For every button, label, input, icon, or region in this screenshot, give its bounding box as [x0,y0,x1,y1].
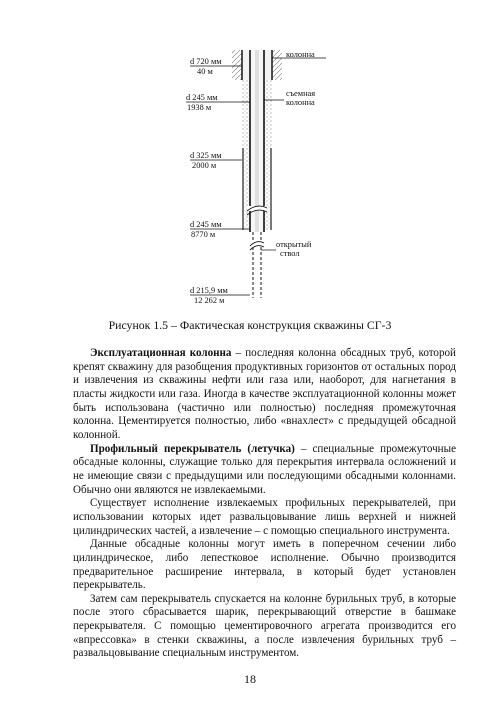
paragraph [73,538,456,593]
label-d325-depth: 2000 м [192,161,217,170]
label-d245-lower-depth: 8770 м [191,230,216,239]
paragraph-term: Эксплуатационная колонна [90,347,232,359]
well-diagram [150,40,350,310]
body-text [73,347,456,661]
paragraph [73,443,456,498]
paragraph-body: Существует исполнение извлекаемых профильных перекрывателей, при использовании которых идет развальцовывание лишь верхней и нижней цилиндрических частей, а извлечение – с помощью специального инструмента. [73,497,456,537]
label-d325: d 325 мм [190,151,222,160]
paragraph-body: Затем сам перекрыватель спускается на колонне бурильных труб, в которые после этого сбрасывается шарик, перекрывающий отверстие в башмаке перекрывателя. С помощью цементировочного агрегата производится его «впрессовка» в стенки скважины, а после извлечения бурильных труб – развальцовывание специальным инструментом. [73,592,456,660]
label-d245-upper: d 245 мм [186,93,218,102]
paragraph-body: Данные обсадные колонны могут иметь в поперечном сечении либо цилиндрическое, либо лепестковое исполнение. Обычно производится предварительное расширение интервала, в который будет установлен перекрыватель. [73,538,456,592]
paragraph-term: Профильный перекрыватель (летучка) [90,442,295,455]
label-d720-depth: 40 м [197,67,213,76]
label-d215-depth: 12 262 м [194,296,225,305]
paragraph-body: – специальные промежуточные обсадные колонны, служащие только для перекрытия интервала осложнений и не имеющие связи с предыдущими или последующими обсадными колоннами. Обычно они являются не извлекаемыми. [73,442,456,496]
paragraph [73,593,456,661]
casing-string [247,50,267,232]
label-d245-upper-depth: 1938 м [187,103,212,112]
open-hole [250,232,264,298]
label-open-hole-2: ствол [280,249,300,258]
figure-caption: Рисунок 1.5 – Фактическая конструкция скважины СГ-3 [108,318,392,332]
label-kolonna: колонна [286,50,315,59]
paragraph-body: – последняя колонна обсадных труб, которой крепят скважину для разобщения продуктивных горизонтов от остальных пород и извлечения из скважины нефти или газа или, наоборот, для нагнетания в пласты жидкости или газа. Иногда в качестве эксплуатационной колонны может быть использована (частично или полностью) последняя промежуточная колонна. Цементируется полностью, либо «внахлест» с предыдущей обсадной колонной. [73,347,456,441]
label-removable-1: съемная [286,89,316,98]
label-open-hole-1: открытый [276,240,312,249]
label-removable-2: колонна [286,98,315,107]
page-number: 18 [244,672,256,686]
well-construction-figure [150,40,350,310]
label-d720: d 720 мм [190,57,222,66]
paragraph [73,497,456,538]
label-d215: d 215,9 мм [190,286,228,295]
paragraph [73,347,456,443]
label-d245-lower: d 245 мм [190,220,222,229]
